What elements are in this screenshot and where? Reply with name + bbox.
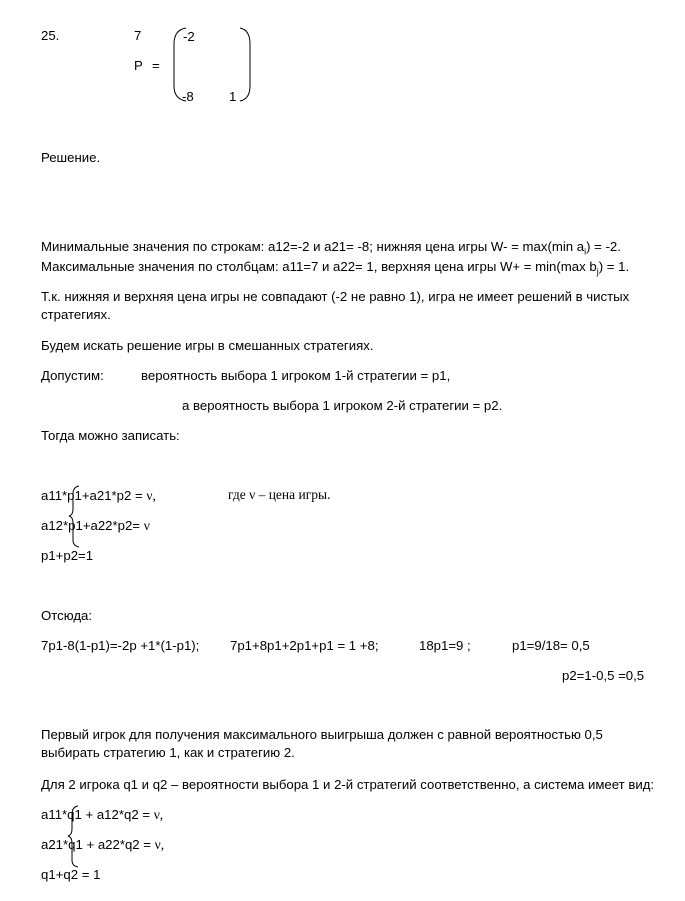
hence-step3: 18p1=9 ; [419,638,471,653]
row-minimums-line: Минимальные значения по строкам: a12=-2 и a21= -8; нижняя цена игры W- = max(min $a_i) = -2$. [41,239,621,257]
hence-step4: p1=9/18= 0,5 [512,638,590,653]
matrix-a12: -2 [183,29,195,44]
assume-label: Допустим: [41,368,104,383]
system2-eq1: a11*q1 + a12*q2 = ν, [41,807,164,822]
system1-note: где ν – цена игры. [228,487,331,502]
no-pure-strategy-line2: стратегиях. [41,307,111,322]
mixed-strategy-line: Будем искать решение игры в смешанных стратегиях. [41,338,374,353]
system2-eq3: q1+q2 = 1 [41,867,101,882]
system1-eq3: p1+p2=1 [41,548,94,563]
hence-label: Отсюда: [41,608,93,623]
hence-step5: p2=1-0,5 =0,5 [562,668,645,683]
player2-line: Для 2 игрока q1 и q2 – вероятности выбора 1 и 2-й стратегий соответственно, а система имеет вид: [41,777,655,792]
system2-eq2: a21*q1 + a22*q2 = ν, [41,837,165,852]
conclusion-line2: выбирать стратегию 1, как и стратегию 2. [41,745,295,760]
assume-p1: вероятность выбора 1 игроком 1-й стратегии = p1, [141,368,451,383]
problem-number: 25. [41,28,60,43]
matrix-equals: = [152,58,160,73]
matrix-a11: 7 [134,28,142,43]
no-pure-strategy-line1: Т.к. нижняя и верхняя цена игры не совпадают (-2 не равно 1), игра не имеет решений в чистых [41,289,630,304]
matrix-a21: -8 [182,89,194,104]
hence-step2: 7p1+8p1+2p1+p1 = 1 +8; [230,638,379,653]
hence-step1: 7p1-8(1-p1)=-2p +1*(1-p1); [41,638,200,653]
conclusion-line1: Первый игрок для получения максимального выигрыша должен с равной вероятностью 0,5 [41,727,603,742]
assume-p2: а вероятность выбора 1 игроком 2-й стратегии = p2. [182,398,503,413]
solution-heading: Решение. [41,150,101,165]
system1-eq1: a11*p1+a21*p2 = ν, [41,488,156,503]
then-line: Тогда можно записать: [41,428,180,443]
matrix-name: P [134,58,143,73]
system1-eq2: a12*p1+a22*p2= ν [41,518,150,533]
column-maximums-line: Максимальные значения по столбцам: a11=7 и a22= 1, верхняя цена игры W+ = min(max $b_j) = 1$. [41,259,630,277]
matrix-a22: 1 [229,89,237,104]
